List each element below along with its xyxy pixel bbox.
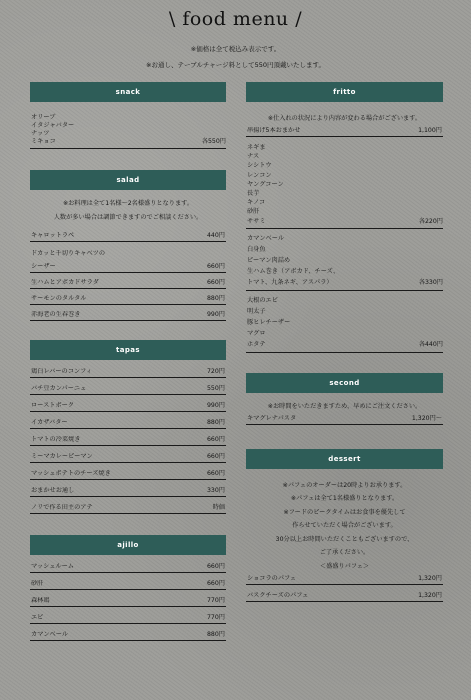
menu-item (246, 198, 443, 207)
item-price: 各330円 (418, 278, 443, 286)
item-price: 各220円 (418, 217, 443, 225)
menu-item (30, 412, 226, 429)
item-price: 720円 (207, 368, 225, 375)
menu-item (246, 152, 443, 161)
menu-item (30, 289, 226, 305)
menu-item (30, 365, 226, 378)
item-name: サーモンのタルタル (31, 295, 87, 302)
item-name: バチ豆カンパーニュ (31, 385, 87, 392)
item-name: 明太子 (247, 307, 266, 315)
menu-item (246, 161, 443, 170)
menu-item (246, 295, 443, 306)
dessert-note: 作らせていただく場合がございます。 (292, 522, 397, 530)
item-name: トマトの冷菜焼き (31, 436, 81, 443)
second-note: ※お時間をいただきますため、早めにご注文ください。 (267, 402, 422, 410)
item-name: カマンベール (247, 234, 285, 242)
tapas-section (30, 340, 226, 514)
item-name: 生ハム巻き（アボカド、チーズ、 (247, 267, 340, 275)
item-name: ササミ (247, 217, 266, 225)
menu-item (246, 575, 443, 585)
item-price: 990円 (207, 402, 225, 409)
item-name: 砂肝 (247, 208, 260, 216)
item-name: キャロットラペ (31, 232, 75, 239)
dessert-note: ご了承ください。 (319, 549, 370, 557)
menu-item (30, 446, 226, 463)
item-name: ピーマン肉詰め (247, 256, 291, 264)
ajillo-section (30, 535, 226, 641)
menu-item (246, 233, 443, 244)
page-title: \ food menu / (168, 8, 303, 30)
item-price: 各550円 (201, 138, 226, 145)
snack-section (30, 82, 226, 149)
menu-item (30, 395, 226, 412)
menu-item (246, 328, 443, 339)
item-name: 豚ヒレチーザー (247, 318, 291, 326)
item-price: 770円 (207, 597, 225, 604)
item-name: ネギま (247, 144, 266, 151)
item-name: ナス (247, 153, 260, 161)
menu-item (246, 217, 443, 226)
item-name: ローストポーク (31, 402, 75, 409)
item-price: 770円 (207, 614, 225, 621)
menu-item (30, 559, 226, 573)
menu-item (30, 480, 226, 497)
menu-item (30, 138, 226, 149)
item-name: 生ハムとアボカドサラダ (31, 279, 99, 286)
item-name: 森林鶏 (31, 597, 50, 604)
menu-item (30, 305, 226, 321)
item-name: ノリで作る田主のアテ (31, 504, 93, 511)
menu-item (30, 229, 226, 242)
item-price: 550円 (207, 385, 225, 392)
salad-note: ※お料理は全て1名様～2名様盛りとなります。 (62, 200, 194, 207)
item-price: 時価 (212, 504, 225, 511)
dessert-subheading: ＜盛盛りパフェ＞ (319, 562, 370, 570)
menu-item (246, 339, 443, 350)
salad-note: 人数が多い場合は調節できますのでご相談ください。 (53, 214, 203, 221)
item-price: 660円 (207, 580, 225, 587)
menu-item (30, 130, 226, 138)
menu-item (246, 415, 443, 425)
menu-item (246, 171, 443, 180)
item-name: シーザー (31, 263, 56, 270)
item-name: キマグレナパスタ (247, 414, 297, 422)
snack-header: snack (30, 82, 226, 102)
menu-item (246, 306, 443, 317)
fritto-header: fritto (246, 82, 443, 102)
dessert-note: 30分以上お時間いただくこともございますので、 (275, 535, 414, 543)
item-name: 長芋 (247, 190, 260, 198)
item-name: マグロ (247, 329, 266, 337)
menu-item (30, 114, 226, 122)
item-name: エビ (31, 614, 44, 621)
menu-item (246, 127, 443, 137)
item-name: 白身魚 (247, 245, 266, 253)
dessert-section (246, 449, 443, 603)
charge-note: ※お通し、テーブルチャージ料として550円頂戴いたします。 (146, 61, 325, 69)
menu-item (246, 189, 443, 198)
menu-item (30, 497, 226, 514)
item-name: シシトウ (247, 162, 272, 170)
dessert-header: dessert (246, 449, 443, 469)
item-price: 660円 (207, 470, 225, 477)
menu-item (246, 277, 443, 288)
item-price: 990円 (207, 311, 225, 318)
left-column (30, 82, 226, 641)
item-name: イカザバター (31, 419, 68, 426)
item-name: おまかせお通し (31, 487, 75, 494)
item-price: 1,320円 (418, 575, 442, 583)
item-name: マッシュポテトのチーズ焼き (31, 470, 111, 477)
item-price: 440円 (207, 232, 225, 239)
second-section (246, 373, 443, 425)
menu-item (30, 463, 226, 480)
menu-item (30, 624, 226, 641)
tapas-header: tapas (30, 340, 226, 360)
item-name: 砂肝 (31, 580, 44, 587)
item-name: マッシュルーム (31, 563, 74, 570)
menu-item (30, 242, 226, 259)
item-name: 鶏白レバーのコンフィ (31, 368, 92, 375)
menu-item (246, 207, 443, 216)
item-price: 1,320円 (418, 592, 442, 600)
item-name: バスクチーズのパフェ (247, 592, 309, 600)
second-header: second (246, 373, 443, 393)
menu-item (30, 429, 226, 446)
item-name: オリーブ (31, 114, 56, 121)
item-price: 660円 (207, 436, 225, 443)
item-price: 1,320円～ (411, 414, 442, 422)
item-price: 各440円 (418, 340, 443, 348)
item-name: カマンベール (31, 631, 69, 638)
item-price: 880円 (207, 631, 225, 638)
item-price: 1,100円 (418, 127, 442, 134)
fritto-note: ※仕入れの状況により内容が変わる場合がございます。 (267, 115, 422, 122)
fritto-group-440 (246, 295, 443, 353)
dessert-note: ※フードのピークタイムはお食事を優先して (283, 508, 406, 516)
menu-item (30, 273, 226, 289)
item-price: 880円 (207, 419, 225, 426)
menu-item (30, 607, 226, 624)
menu-item (30, 122, 226, 130)
item-name: トマト、九条ネギ、アスパラ） (247, 278, 333, 286)
item-name: ミーマカレーピーマン (31, 453, 93, 460)
menu-item (246, 317, 443, 328)
menu-item (246, 244, 443, 255)
item-price: 660円 (207, 563, 225, 570)
item-name: 串揚げ5本おまかせ (247, 127, 301, 134)
menu-item (246, 143, 443, 152)
item-name: 赤海老の生春巻き (31, 311, 81, 318)
item-name: キノコ (247, 199, 266, 207)
item-price: 660円 (207, 279, 225, 286)
item-price: 330円 (207, 487, 225, 494)
dessert-note: ※パフェは全て1名様盛りとなります。 (290, 495, 399, 503)
item-name: 大根のエビ (247, 296, 278, 304)
item-name: ホタテ (247, 340, 266, 348)
menu-item (246, 255, 443, 266)
item-price: 660円 (207, 453, 225, 460)
item-name: ナッツ (31, 130, 50, 137)
item-name: イタジャバター (31, 122, 75, 129)
salad-section (30, 170, 226, 321)
menu-item (246, 585, 443, 602)
item-name: レンコン (247, 171, 272, 179)
menu-item (246, 266, 443, 277)
menu-item (30, 573, 226, 590)
menu-item (246, 180, 443, 189)
price-note: ※価格は全て税込み表示です。 (190, 45, 281, 53)
ajillo-header: ajillo (30, 535, 226, 555)
item-name: ドカッと千切りキャベツの (31, 250, 106, 257)
item-name: ヤングコーン (247, 180, 284, 188)
menu-item (30, 378, 226, 395)
item-name: ショコラのパフェ (247, 575, 297, 583)
fritto-group-330 (246, 233, 443, 291)
dessert-note: ※パフェのオーダーは20時よりお承ります。 (282, 481, 407, 489)
fritto-group-220 (246, 143, 443, 229)
menu-item (30, 259, 226, 273)
salad-header: salad (30, 170, 226, 190)
item-name: ミキョコ (31, 138, 56, 145)
item-price: 880円 (207, 295, 225, 302)
right-column (246, 82, 443, 602)
fritto-section (246, 82, 443, 353)
menu-item (30, 590, 226, 607)
item-price: 660円 (207, 263, 225, 270)
